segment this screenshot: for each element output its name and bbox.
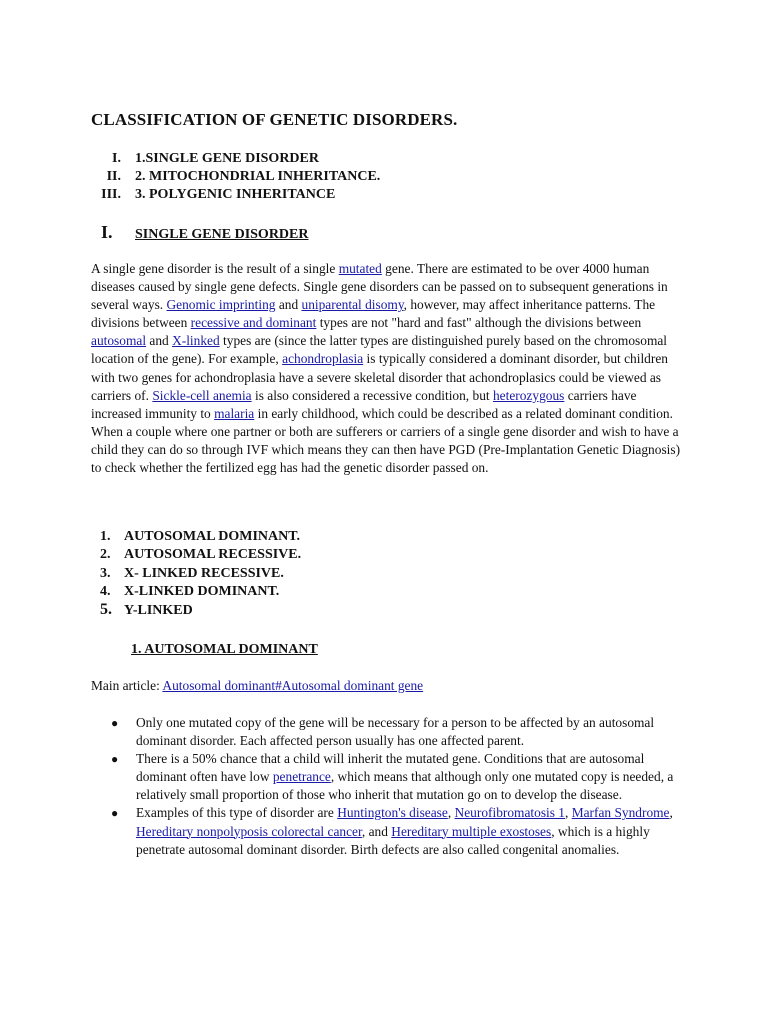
toc-text: 3. POLYGENIC INHERITANCE <box>135 187 336 202</box>
main-article-line <box>91 678 423 694</box>
list-item <box>100 546 301 564</box>
paragraph-text: is also considered a recessive condition, but <box>251 387 493 403</box>
list-text: Y-LINKED <box>124 603 193 619</box>
bullet-icon: ● <box>111 806 119 821</box>
bullet-text: There is a 50% chance that a child will inherit the mutated gene. Conditions that are autosomal dominant often have low <box>136 751 645 785</box>
link-marfan-syndrome[interactable]: Marfan Syndrome <box>571 805 670 821</box>
bullet-text: Examples of this type of disorder are <box>136 805 338 821</box>
table-of-contents <box>91 150 511 204</box>
paragraph-text: and <box>275 297 302 313</box>
toc-item <box>91 168 511 186</box>
list-number: 1. <box>100 529 111 544</box>
link-sickle-cell-anemia[interactable]: Sickle-cell anemia <box>152 387 252 403</box>
bullet-item <box>91 714 691 750</box>
bullet-item <box>91 804 691 858</box>
bullet-text: , <box>669 805 673 821</box>
toc-item <box>91 150 511 168</box>
list-item <box>100 583 301 601</box>
toc-number: I. <box>112 151 121 166</box>
link-heterozygous[interactable]: heterozygous <box>492 387 565 403</box>
toc-number: III. <box>101 187 121 202</box>
link-penetrance[interactable]: penetrance <box>272 769 331 785</box>
link-autosomal[interactable]: autosomal <box>91 333 147 349</box>
link-neurofibromatosis-1[interactable]: Neurofibromatosis 1 <box>454 805 565 821</box>
main-article-label: Main article: <box>91 678 163 693</box>
section-label: SINGLE GENE DISORDER <box>135 227 309 242</box>
link-mutated[interactable]: mutated <box>338 261 382 276</box>
bullet-text: Only one mutated copy of the gene will be necessary for a person to be affected by an autosomal dominant disorder. Each affected person usually has one affected parent. <box>136 715 655 749</box>
list-number: 4. <box>100 583 111 599</box>
paragraph-text: types are (since the latter types are distinguished purely based on the chromosomal location of the gene). For example, <box>91 333 668 367</box>
subsection-heading-autosomal-dominant: 1. AUTOSOMAL DOMINANT <box>131 642 318 657</box>
paragraph-text: in early childhood, which could be described as a related dominant condition. When a couple where one partner or both are sufferers or carriers of a single gene disorder and wish to have a child they can do so through IVF which means they can then have PGD (Pre-Implantation Genetic Diagnosis) to check whether the fertilized egg has had the genetic disorder passed on. <box>91 405 681 476</box>
link-genomic-imprinting[interactable]: Genomic imprinting <box>166 297 276 313</box>
bullet-icon: ● <box>111 716 119 730</box>
bullet-item <box>91 750 691 804</box>
list-text: X-LINKED DOMINANT. <box>124 583 280 599</box>
paragraph-text: , however, may affect inheritance patterns. The divisions between <box>91 297 656 331</box>
list-text: X- LINKED RECESSIVE. <box>124 565 284 581</box>
link-malaria[interactable]: malaria <box>214 405 255 421</box>
link-autosomal-dominant-gene[interactable]: Autosomal dominant#Autosomal dominant gene <box>162 678 424 693</box>
list-number: 3. <box>100 565 111 581</box>
bullet-text: , <box>565 805 572 821</box>
bullet-text: , which is a highly penetrate autosomal dominant disorder. Birth defects are also called congenital anomalies. <box>136 823 650 857</box>
link-uniparental-disomy[interactable]: uniparental disomy <box>301 297 404 313</box>
link-x-linked[interactable]: X-linked <box>172 333 220 349</box>
link-huntingtons-disease[interactable]: Huntington's disease <box>337 805 448 821</box>
autosomal-dominant-bullets <box>91 714 691 859</box>
section-heading-single-gene <box>101 222 309 243</box>
link-recessive-and-dominant[interactable]: recessive and dominant <box>190 315 317 331</box>
list-number: 2. <box>100 547 111 563</box>
bullet-text: , and <box>361 823 392 839</box>
list-text: AUTOSOMAL RECESSIVE. <box>124 547 302 563</box>
link-achondroplasia[interactable]: achondroplasia <box>282 351 364 367</box>
bullet-text: , which means that although only one mutated copy is needed, a relatively small proportion of those who inherit that mutation go on to develop the disease. <box>136 769 674 803</box>
link-hnpcc[interactable]: Hereditary nonpolyposis colorectal cancer <box>136 823 362 839</box>
toc-item <box>91 186 511 204</box>
list-item <box>100 528 301 546</box>
toc-text: 1.SINGLE GENE DISORDER <box>135 151 319 166</box>
paragraph-text: and <box>146 333 173 349</box>
paragraph-text: A single gene disorder is the result of a single <box>91 261 339 276</box>
bullet-text: , <box>447 805 455 821</box>
document-title: CLASSIFICATION OF GENETIC DISORDERS. <box>91 110 458 129</box>
paragraph-text: is typically considered a dominant disorder, but children with two genes for achondroplasia have a severe skeletal disorder that achondroplasics could be viewed as carriers of. <box>91 351 668 403</box>
paragraph-text: carriers have increased immunity to <box>91 387 637 421</box>
list-item <box>100 565 301 583</box>
toc-number: II. <box>106 169 121 184</box>
disorder-types-list <box>100 528 301 619</box>
paragraph-text: types are not "hard and fast" although the divisions between <box>316 315 642 331</box>
single-gene-paragraph <box>91 260 681 477</box>
list-text: AUTOSOMAL DOMINANT. <box>124 529 301 544</box>
bullet-icon: ● <box>111 752 119 767</box>
list-item <box>100 601 301 619</box>
toc-text: 2. MITOCHONDRIAL INHERITANCE. <box>135 169 381 184</box>
link-hereditary-multiple-exostoses[interactable]: Hereditary multiple exostoses <box>391 823 552 839</box>
section-number: I. <box>101 222 113 242</box>
paragraph-text: gene. There are estimated to be over 4000 human diseases caused by single gene defects. Single gene disorders can be passed on to subsequent generations in several ways. <box>91 261 668 313</box>
list-number: 5. <box>100 601 112 619</box>
